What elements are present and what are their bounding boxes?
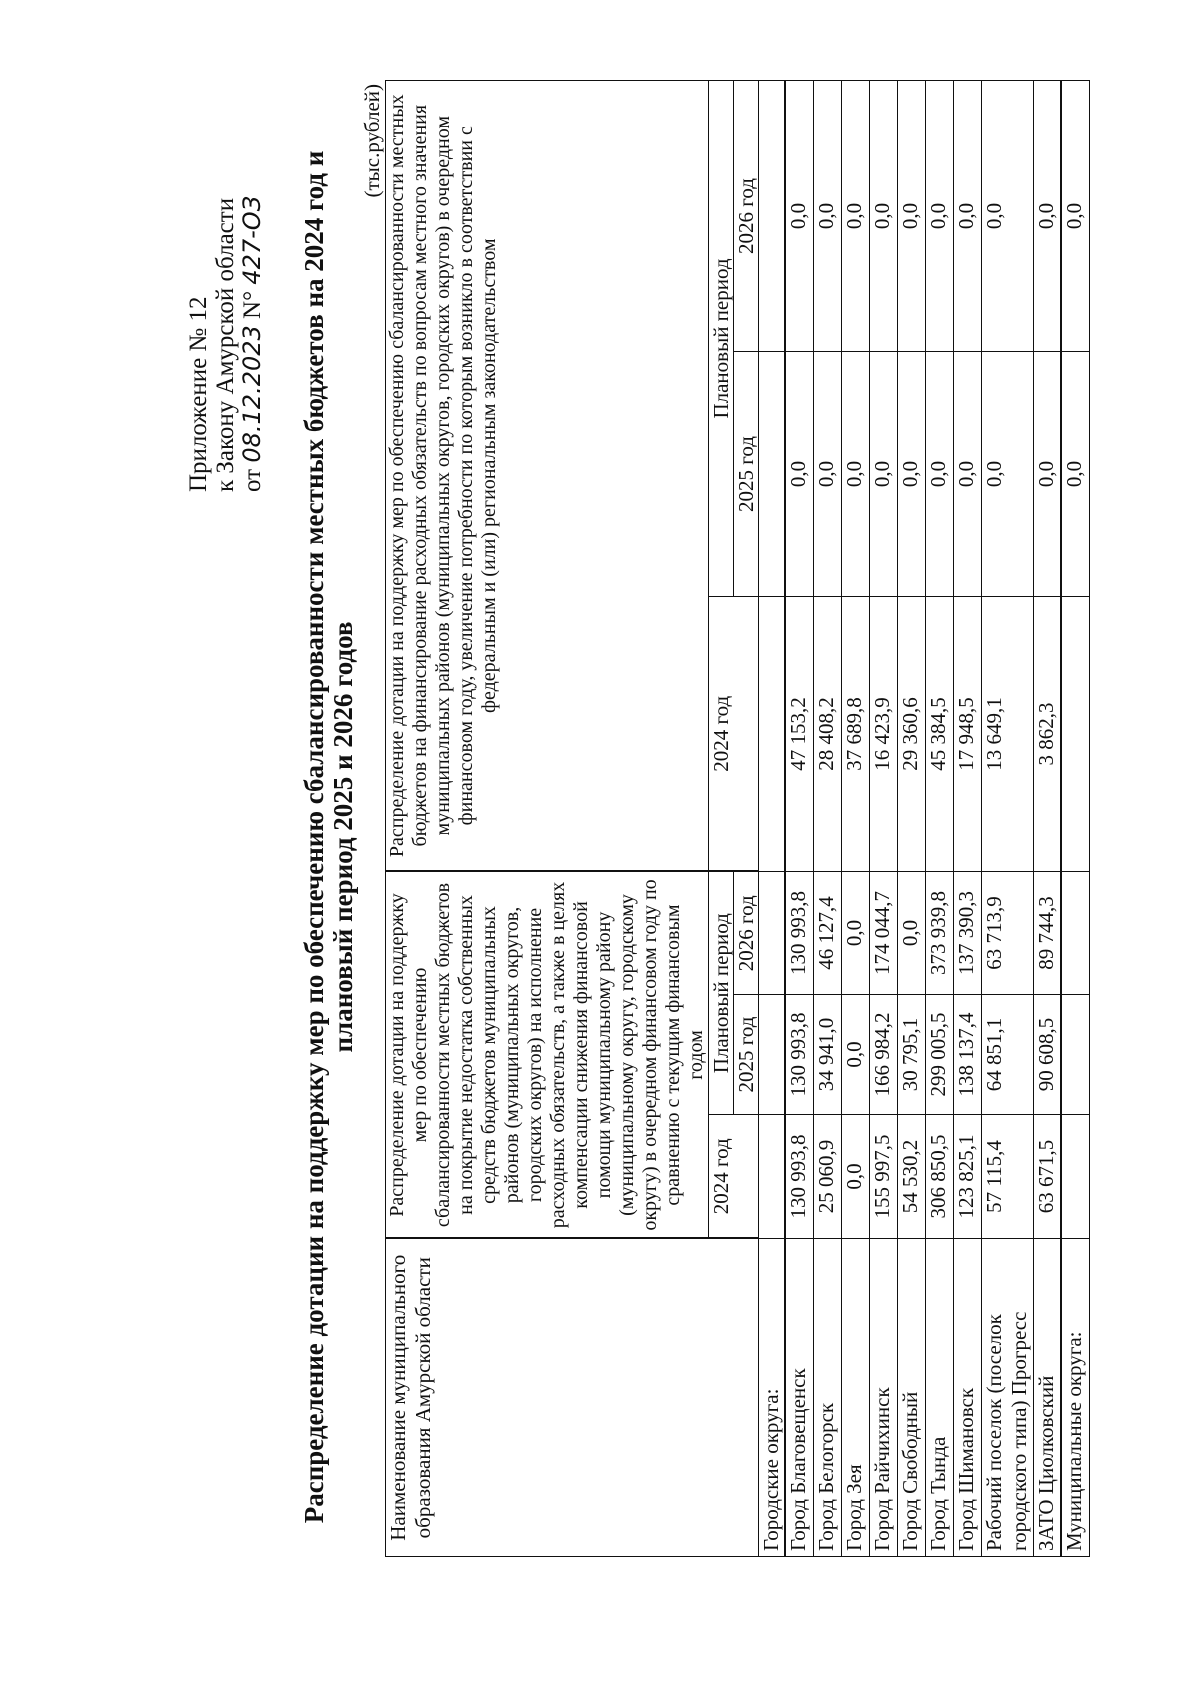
number-prefix: N° [239, 284, 266, 326]
appendix-date-line [239, 22, 266, 492]
value-cell: 34 941,0 [813, 995, 841, 1115]
value-cell: 0,0 [1033, 351, 1061, 596]
value-cell: 90 608,5 [1033, 995, 1061, 1115]
table-row [841, 80, 869, 1556]
value-cell: 47 153,2 [785, 596, 813, 871]
value-cell: 0,0 [869, 351, 897, 596]
value-cell: 63 713,9 [981, 871, 1033, 994]
appendix-law-ref: к Закону Амурской области [212, 197, 239, 492]
column-header-name: Наименование муниципального образования Амурской области [386, 1239, 759, 1557]
column-group-header-2: Распределение дотации на поддержку мер по обеспечению сбалансированности местных бюджетов на финансирование расходных обязательств по вопросам местного значения муниципальных районов (муниципальных округов, городских округов) в очередном финансовом году, увеличение потребности по которым возникло в соответствии с федеральным и (или) региональным законодательством [386, 80, 709, 871]
value-cell: 299 005,5 [925, 995, 953, 1115]
value-cell: 3 862,3 [1033, 596, 1061, 871]
value-cell: 54 530,2 [897, 1115, 925, 1239]
value-cell: 123 825,1 [953, 1115, 981, 1239]
value-cell: 57 115,4 [981, 1115, 1033, 1239]
municipality-name: Город Зея [841, 1239, 869, 1557]
table-body [759, 80, 1090, 1556]
value-cell: 13 649,1 [981, 596, 1033, 871]
value-cell: 0,0 [1033, 80, 1061, 351]
value-cell: 45 384,5 [925, 596, 953, 871]
value-cell: 174 044,7 [869, 871, 897, 994]
value-cell: 0,0 [953, 351, 981, 596]
value-cell: 0,0 [841, 871, 869, 994]
column-group-header-1: Распределение дотации на поддержку мер по обеспечению сбалансированности местных бюджетов на покрытие недостатка собственных средств бюджетов муниципальных районов (муниципальных округов, городских округов) на исполнение расходных обязательств, а также в целях компенсации снижения финансовой помощи муниципальному району (муниципальному округу, городскому округу) в очередном финансовом году по сравнению с текущим финансовым годом [386, 871, 709, 1238]
municipality-name: Город Белогорск [813, 1239, 841, 1557]
value-cell: 0,0 [841, 995, 869, 1115]
municipality-name: Город Тында [925, 1239, 953, 1557]
value-cell: 0,0 [981, 351, 1033, 596]
value-cell [759, 1115, 786, 1239]
handwritten-law-number: 427-ОЗ [238, 195, 266, 285]
units-label: (тыс.рублей) [360, 84, 384, 198]
municipality-name: Город Свободный [897, 1239, 925, 1557]
table-row [897, 80, 925, 1556]
table-section-row [759, 80, 786, 1556]
handwritten-date: 08.12.2023 [238, 325, 266, 463]
municipality-name: Город Райчихинск [869, 1239, 897, 1557]
group1-planned-period-header: Плановый период [709, 871, 734, 1114]
value-cell: 0,0 [841, 1115, 869, 1239]
value-cell: 89 744,3 [1033, 871, 1061, 994]
municipality-name: Рабочий поселок (поселок городского типа) Прогресс [981, 1239, 1033, 1557]
table-row [925, 80, 953, 1556]
group2-year-2026-header: 2026 год [734, 80, 759, 351]
value-cell: 46 127,4 [813, 871, 841, 994]
value-cell: 0,0 [869, 80, 897, 351]
value-cell [1061, 871, 1089, 994]
value-cell [759, 80, 786, 351]
value-cell: 0,0 [813, 80, 841, 351]
value-cell: 37 689,8 [841, 596, 869, 871]
table-row [869, 80, 897, 1556]
municipality-name: Город Благовещенск [785, 1239, 813, 1557]
value-cell: 17 948,5 [953, 596, 981, 871]
group1-year-2024-header: 2024 год [709, 1115, 759, 1239]
value-cell: 130 993,8 [785, 871, 813, 994]
group1-year-2025-header: 2025 год [734, 995, 759, 1115]
distribution-table [385, 80, 1090, 1557]
table-row [1033, 80, 1061, 1556]
value-cell: 166 984,2 [869, 995, 897, 1115]
table-row [981, 80, 1033, 1556]
document-title: Распределение дотации на поддержку мер по обеспечению сбалансированности местных бюджетов на 2024 год и плановый период 2025 и 2026 годов [299, 150, 358, 1524]
value-cell: 0,0 [897, 80, 925, 351]
value-cell: 25 060,9 [813, 1115, 841, 1239]
table-row [785, 80, 813, 1556]
municipality-name: Город Шимановск [953, 1239, 981, 1557]
value-cell: 138 137,4 [953, 995, 981, 1115]
value-cell [1061, 596, 1089, 871]
table-row [953, 80, 981, 1556]
value-cell: 137 390,3 [953, 871, 981, 994]
group2-year-2025-header: 2025 год [734, 351, 759, 596]
group2-year-2024-header: 2024 год [709, 596, 759, 871]
value-cell: 0,0 [785, 80, 813, 351]
group1-year-2026-header: 2026 год [734, 871, 759, 994]
value-cell [759, 871, 786, 994]
table-section-row [1061, 80, 1089, 1556]
municipality-name: Муниципальные округа: [1061, 1239, 1089, 1557]
value-cell: 373 939,8 [925, 871, 953, 994]
value-cell: 0,0 [981, 80, 1033, 351]
value-cell: 0,0 [1061, 351, 1089, 596]
value-cell: 16 423,9 [869, 596, 897, 871]
value-cell: 0,0 [925, 80, 953, 351]
value-cell [1061, 1115, 1089, 1239]
value-cell: 155 997,5 [869, 1115, 897, 1239]
municipality-name: Городские округа: [759, 1239, 786, 1557]
value-cell: 0,0 [1061, 80, 1089, 351]
value-cell: 30 795,1 [897, 995, 925, 1115]
value-cell: 29 360,6 [897, 596, 925, 871]
appendix-number: Приложение № 12 [185, 296, 212, 492]
value-cell: 0,0 [841, 80, 869, 351]
value-cell [1061, 995, 1089, 1115]
table-row [813, 80, 841, 1556]
value-cell: 63 671,5 [1033, 1115, 1061, 1239]
date-prefix: от [239, 462, 266, 492]
value-cell [759, 596, 786, 871]
value-cell: 0,0 [953, 80, 981, 351]
value-cell: 28 408,2 [813, 596, 841, 871]
value-cell: 0,0 [813, 351, 841, 596]
group2-planned-period-header: Плановый период [709, 80, 734, 596]
value-cell: 0,0 [925, 351, 953, 596]
value-cell [759, 995, 786, 1115]
value-cell: 306 850,5 [925, 1115, 953, 1239]
municipality-name: ЗАТО Циолковский [1033, 1239, 1061, 1557]
value-cell: 0,0 [841, 351, 869, 596]
value-cell: 64 851,1 [981, 995, 1033, 1115]
value-cell: 0,0 [897, 871, 925, 994]
appendix-header [185, 22, 266, 492]
value-cell: 0,0 [897, 351, 925, 596]
value-cell: 130 993,8 [785, 995, 813, 1115]
value-cell: 130 993,8 [785, 1115, 813, 1239]
value-cell [759, 351, 786, 596]
value-cell: 0,0 [785, 351, 813, 596]
